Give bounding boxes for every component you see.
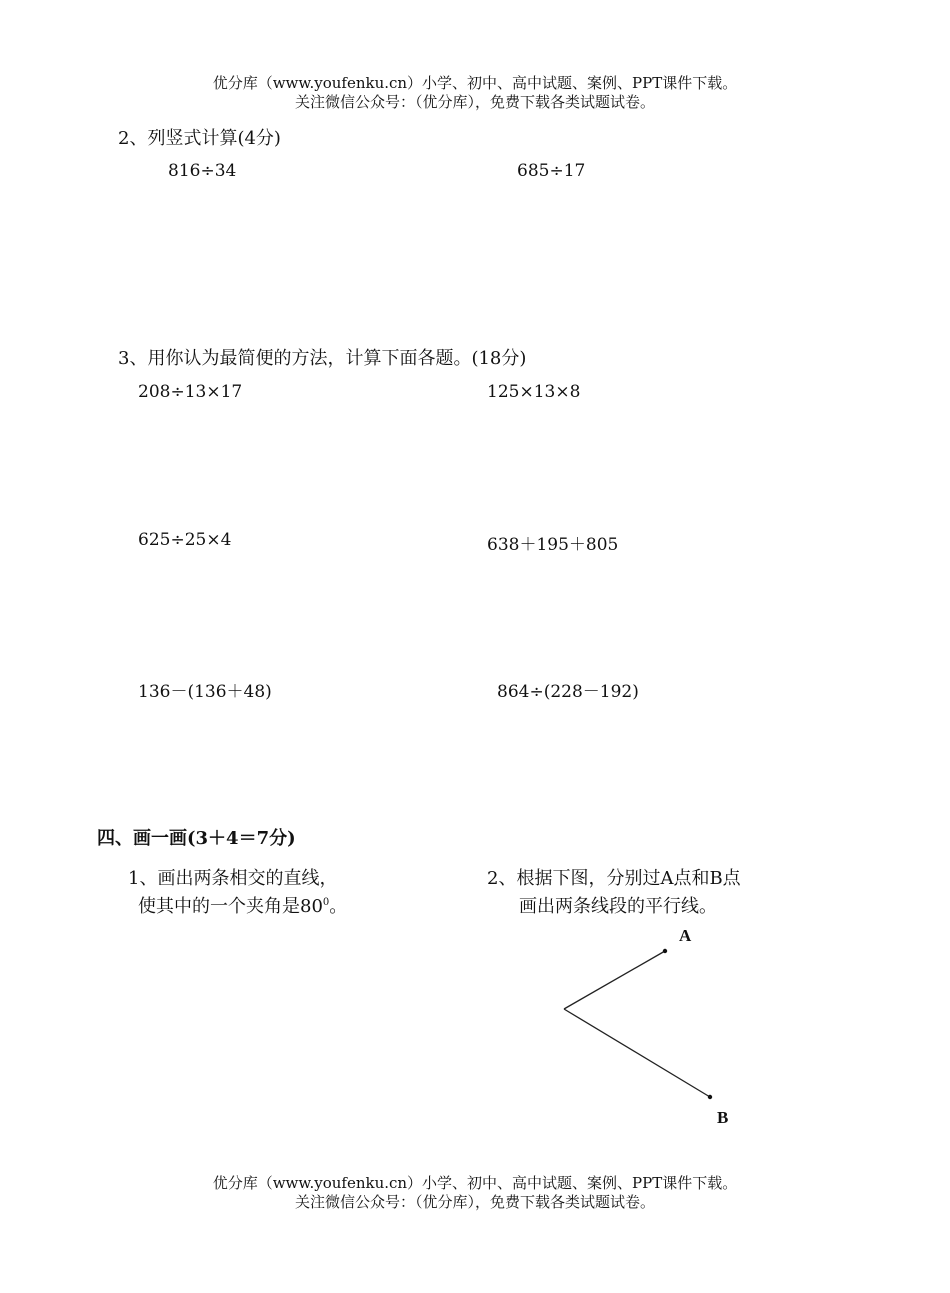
q2-expr-2: 685÷17: [517, 161, 586, 181]
q3-title: 3、用你认为最简便的方法，计算下面各题。(18分): [118, 348, 527, 369]
s4-item2-line1: 2、根据下图，分别过A点和B点: [487, 868, 741, 889]
header-line-2: 关注微信公众号：（优分库），免费下载各类试题试卷。: [294, 93, 655, 111]
q3-expr-2: 125×13×8: [487, 382, 581, 402]
footer-line-1: 优分库（www.youfenku.cn）小学、初中、高中试题、案例、PPT课件下载。: [212, 1174, 738, 1192]
degree-sup: 0: [322, 897, 330, 908]
q2-expr-1: 816÷34: [168, 161, 237, 181]
s4-item2-line2: 画出两条线段的平行线。: [519, 896, 717, 917]
point-b-label: B: [717, 1108, 729, 1127]
point-a-dot: [663, 949, 667, 953]
q2-title: 2、列竖式计算(4分): [118, 128, 281, 149]
header-line-1: 优分库（www.youfenku.cn）小学、初中、高中试题、案例、PPT课件下载。: [212, 74, 738, 92]
ray-to-b: [564, 1009, 710, 1097]
footer-line-2: 关注微信公众号：（优分库），免费下载各类试题试卷。: [294, 1193, 655, 1211]
q3-expr-3: 625÷25×4: [138, 530, 232, 550]
q3-expr-1: 208÷13×17: [138, 382, 243, 402]
s4-item1-line2: 使其中的一个夹角是$80^0$。: [138, 896, 348, 917]
s4-item1-line1: 1、画出两条相交的直线，: [128, 868, 338, 889]
ray-to-a: [564, 951, 665, 1009]
section-4-title: 四、画一画(3＋4＝7分): [97, 828, 296, 849]
point-b-dot: [708, 1095, 712, 1099]
q3-expr-5: 136－(136＋48): [138, 682, 272, 702]
point-a-label: A: [679, 926, 692, 945]
q3-expr-4: 638＋195＋805: [487, 535, 619, 555]
q3-expr-6: 864÷(228－192): [497, 682, 639, 702]
angle-figure: [540, 920, 760, 1140]
